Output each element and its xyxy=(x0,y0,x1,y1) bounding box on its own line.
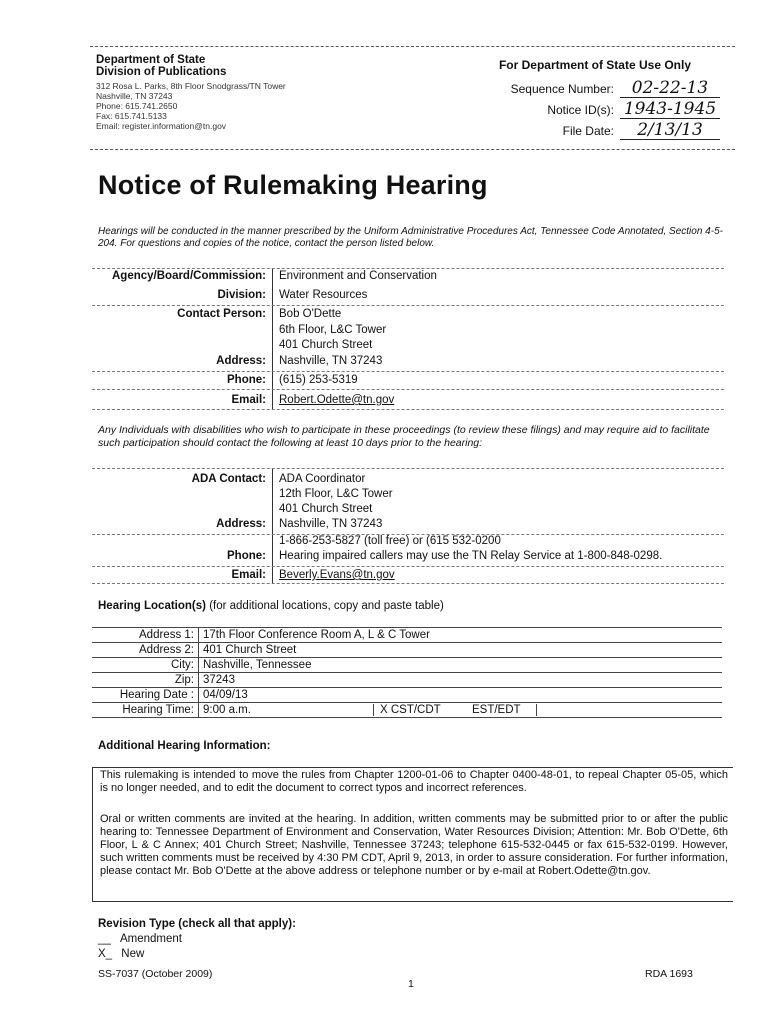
rule xyxy=(92,389,724,390)
ada-phone-line-1: 1-866-253-5827 (toll free) or (615 532-0200 xyxy=(279,535,501,547)
revision-label: Amendment xyxy=(120,933,183,945)
notice-row xyxy=(470,101,720,122)
page-number: 1 xyxy=(408,978,414,990)
address-line-3: Nashville, TN 37243 xyxy=(279,355,383,367)
address-line: 312 Rosa L. Parks, 8th Floor Snodgrass/TN Tower xyxy=(96,81,286,91)
ada-contact-value: ADA Coordinator xyxy=(279,473,366,485)
state-use-block xyxy=(470,58,720,143)
sequence-label: Sequence Number: xyxy=(510,82,614,96)
table-row xyxy=(92,628,722,643)
address-label: Address: xyxy=(216,355,266,367)
location-heading xyxy=(98,600,444,612)
address-line-2: 401 Church Street xyxy=(279,339,373,351)
ada-email-label: Email: xyxy=(231,569,266,581)
file-date-label: File Date: xyxy=(562,124,614,138)
row-value xyxy=(199,703,723,718)
sequence-row xyxy=(470,80,720,101)
agency-label: Agency/Board/Commission: xyxy=(112,270,266,282)
rule xyxy=(92,583,724,584)
row-label: City: xyxy=(92,658,199,673)
row-label: Zip: xyxy=(92,673,199,688)
row-value: 37243 xyxy=(199,673,723,688)
revision-mark: __ xyxy=(98,933,111,945)
revision-mark: X_ xyxy=(98,948,113,960)
revision-option xyxy=(98,948,144,960)
address-line: Fax: 615.741.5133 xyxy=(96,111,167,121)
ada-address-label: Address: xyxy=(216,518,266,530)
ada-contact-label: ADA Contact: xyxy=(191,473,266,485)
address-line: Email: register.information@tn.gov xyxy=(96,121,227,131)
row-label: Hearing Time: xyxy=(92,703,199,718)
rule xyxy=(92,566,724,567)
table-row xyxy=(92,673,722,688)
division-name: Division of Publications xyxy=(96,66,227,78)
address-line-1: 6th Floor, L&C Tower xyxy=(279,324,387,336)
email-link[interactable]: Robert.Odette@tn.gov xyxy=(279,394,395,406)
address-line: Phone: 615.741.2650 xyxy=(96,101,178,111)
table-row xyxy=(92,643,722,658)
tz-cst: X CST/CDT xyxy=(373,704,466,716)
email-label: Email: xyxy=(231,394,266,406)
revision-option xyxy=(98,933,182,945)
contact-value: Bob O'Dette xyxy=(279,308,342,320)
ada-phone-line-2: Hearing impaired callers may use the TN Relay Service at 1-800-848-0298. xyxy=(279,550,663,562)
agency-value: Environment and Conservation xyxy=(279,270,437,282)
table-row xyxy=(92,658,722,673)
location-table xyxy=(92,627,722,718)
intro-text: Hearings will be conducted in the manner prescribed by the Uniform Administrative Procedures Act, Tennessee Code Annotated, Section 4-5-204. For questions and copies of the notice, contact the person listed below. xyxy=(98,226,723,249)
rule xyxy=(92,371,724,372)
table-row xyxy=(92,703,722,718)
row-value: 401 Church Street xyxy=(199,643,723,658)
row-value: Nashville, Tennessee xyxy=(199,658,723,673)
publisher-block xyxy=(96,54,286,131)
division-value: Water Resources xyxy=(279,289,368,301)
time-value: 9:00 a.m. xyxy=(203,704,251,716)
use-only-title: For Department of State Use Only xyxy=(498,58,692,72)
ada-address-line-2: 401 Church Street xyxy=(279,503,373,515)
rda-number: RDA 1693 xyxy=(645,968,693,980)
contact-label: Contact Person: xyxy=(177,308,266,320)
file-date-value: 2/13/13 xyxy=(620,122,720,140)
revision-heading: Revision Type (check all that apply): xyxy=(98,918,296,930)
rule xyxy=(92,409,724,410)
dept-name: Department of State xyxy=(96,54,206,66)
phone-value: (615) 253-5319 xyxy=(279,374,358,386)
tz-est: EST/EDT xyxy=(466,704,537,716)
rule xyxy=(92,305,724,306)
ada-address-line-3: Nashville, TN 37243 xyxy=(279,518,383,530)
page-title: Notice of Rulemaking Hearing xyxy=(98,170,488,200)
additional-para-1: This rulemaking is intended to move the rules from Chapter 1200-01-06 to Chapter 0400-48-01, to repeal Chapter 05-05, which is no longer needed, and to edit the document to correct typos and incorrect references. xyxy=(100,769,728,794)
address-line: Nashville, TN 37243 xyxy=(96,91,173,101)
ada-note: Any Individuals with disabilities who wish to participate in these proceedings (to review these filings) and may require aid to facilitate such participation should contact the following at least 10 days prior to the hearing: xyxy=(98,424,710,449)
rule xyxy=(92,268,724,269)
ada-phone-label: Phone: xyxy=(227,550,266,562)
division-label: Division: xyxy=(217,289,266,301)
location-heading-text: Hearing Location(s) xyxy=(98,600,206,612)
additional-heading: Additional Hearing Information: xyxy=(98,740,271,752)
revision-label: New xyxy=(121,948,145,960)
notice-label: Notice ID(s): xyxy=(547,103,614,117)
row-label: Address 2: xyxy=(92,643,199,658)
sequence-value: 02-22-13 xyxy=(620,80,720,98)
row-value: 17th Floor Conference Room A, L & C Tower xyxy=(199,628,723,643)
form-id: SS-7037 (October 2009) xyxy=(98,968,213,980)
notice-value: 1943-1945 xyxy=(620,101,720,119)
row-value: 04/09/13 xyxy=(199,688,723,703)
additional-para-2: Oral or written comments are invited at the hearing. In addition, written comments may be submitted prior to or after the public hearing to: Tennessee Department of Environment and Conservation, Water Resources Division; Attention: Mr. Bob O'Dette, 6th Floor, L & C Annex; 401 Church Street; Nashville, Tennessee 37243; telephone 615-532-0445 or fax 615-532-0199. However, such written comments must be received by 4:30 PM CDT, April 9, 2013, in order to assure consideration. For further information, please contact Mr. Bob O'Dette at the above address or telephone number or by e-mail at Robert.Odette@tn.gov. xyxy=(100,813,728,877)
row-label: Hearing Date : xyxy=(92,688,199,703)
ada-email-link[interactable]: Beverly.Evans@tn.gov xyxy=(279,569,395,581)
ada-address-line-1: 12th Floor, L&C Tower xyxy=(279,488,393,500)
table-row xyxy=(92,688,722,703)
row-label: Address 1: xyxy=(92,628,199,643)
location-heading-note: (for additional locations, copy and paste table) xyxy=(209,600,444,612)
file-date-row xyxy=(470,122,720,143)
phone-label: Phone: xyxy=(227,374,266,386)
rule xyxy=(92,468,724,469)
